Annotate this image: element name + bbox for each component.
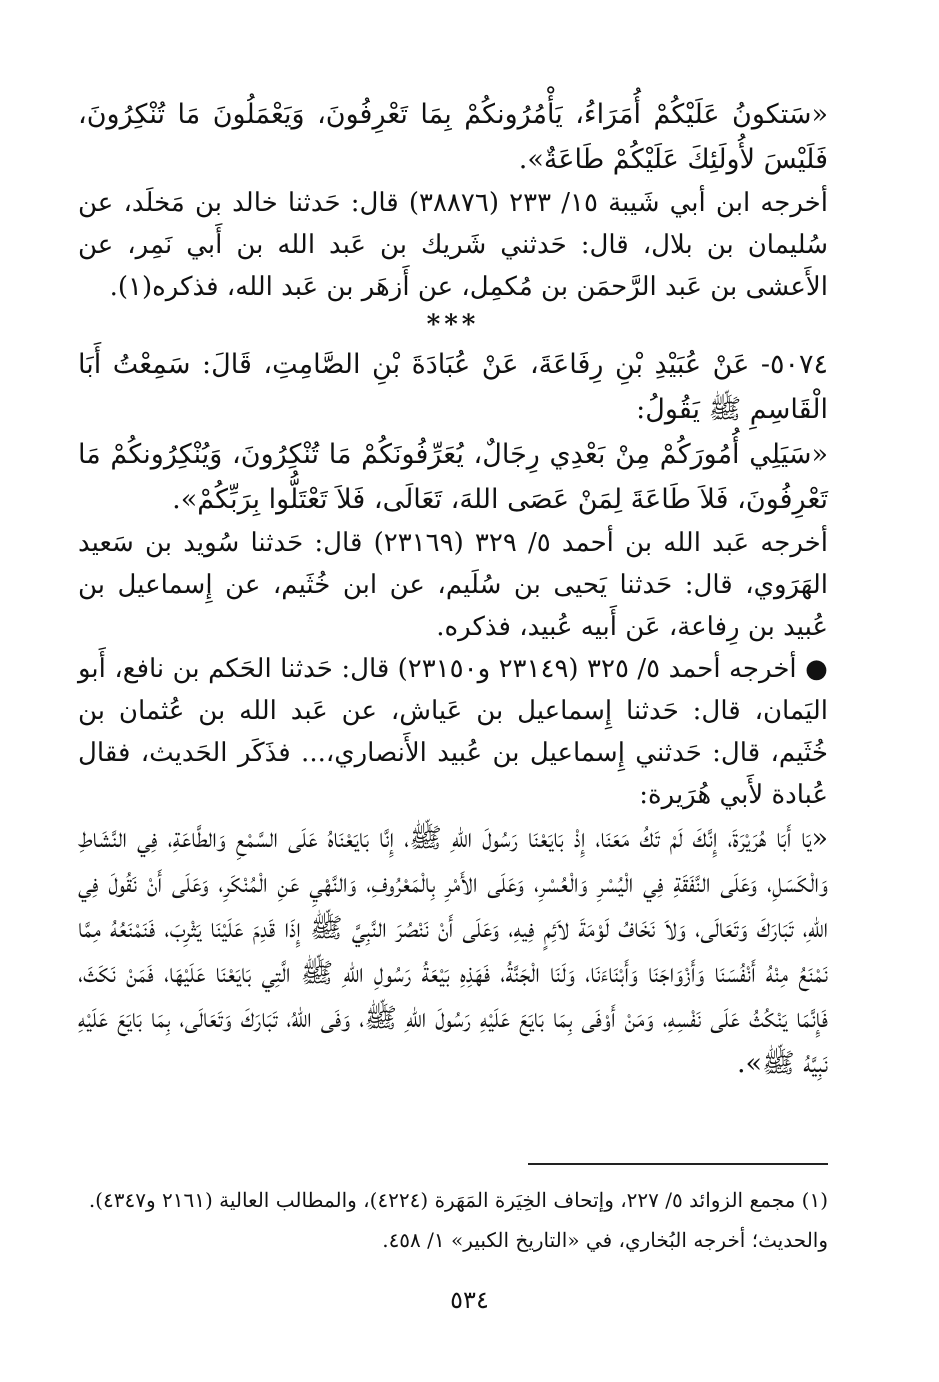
takhrij-paragraph-1: أخرجه ابن أبي شَيبة ١٥/ ٢٣٣ (٣٨٨٧٦) قال: حَدثنا خالد بن مَخلَد، عن سُليمان بن بلال، قال: حَدثني شَريك بن عَبد الله بن أَبي نَمِر، عن الأَعشى بن عَبد الرَّحمَن بن مُكمِل، عن أَزهَر بن عَبد الله، فذكره(١).	[78, 188, 828, 302]
footnote-1: (١) مجمع الزوائد ٥/ ٢٢٧، وإتحاف الخِيَرة المَهَرة (٤٢٢٤)، والمطالب العالية (٢١٦١ و٤٣٤٧).	[88, 1188, 828, 1212]
hadith-heading-5074: ٥٠٧٤- عَنْ عُبَيْدِ بْنِ رِفَاعَةَ، عَنْ عُبَادَةَ بْنِ الصَّامِتِ، قَالَ: سَمِعْتُ أَبَا الْقَاسِمِ ﷺ يَقُولُ:	[78, 349, 828, 425]
footnote-1-continuation: والحديث؛ أخرجه البُخاري، في «التاريخ الكبير» ١/ ٤٥٨.	[382, 1228, 828, 1252]
hadith-text-2: «سَيَلِي أُمُورَكُمْ مِنْ بَعْدِي رِجَالٌ، يُعَرِّفُونَكُمْ مَا تُنْكِرُونَ، وَيُنْكِرُونكُمْ مَا تَعْرِفُونَ، فَلاَ طَاعَةَ لِمَنْ عَصَى اللهَ، تَعَالَى، فَلاَ تَعْتَلُّوا بِرَبِّكُمْ».	[78, 439, 828, 515]
hadith-text-1: «سَتكونُ عَلَيْكُمْ أُمَرَاءُ، يَأْمُرُونكُمْ بِمَا تَعْرِفُونَ، وَيَعْمَلُونَ مَا تُنْكِرُونَ، فَلَيْسَ لأُولَئِكَ عَلَيْكُمْ طَاعَةٌ».	[78, 99, 828, 175]
page-number: ٥٣٤	[450, 1286, 489, 1314]
footnotes	[78, 1180, 828, 1260]
hadith-text-3: «يَا أَبَا هُرَيْرَةَ، إِنَّكَ لَمْ تَكُ مَعَنَا، إِذْ بَايَعْنَا رَسُولَ اللهِ ﷺ، إِنَّا بَايَعْنَاهُ عَلَى السَّمْعِ وَالطَّاعَةِ، فِي النَّشَاطِ وَالْكَسَلِ، وَعَلَى النَّفَقَةِ فِي الْيُسْرِ وَالْعُسْرِ، وَعَلَى الأَمْرِ بِالْمَعْرُوفِ، وَالنَّهْيِ عَنِ الْمُنْكَرِ، وَعَلَى أَنْ نَقُولَ فِي اللهِ، تَبَارَكَ وَتَعَالَى، وَلاَ نَخَافُ لَوْمَةَ لاَئِمٍ فِيهِ، وَعَلَى أَنْ نَنْصُرَ النَّبِيَّ ﷺ إِذَا قَدِمَ عَلَيْنَا يَثْرِبَ، فَنَمْنَعُهُ مِمَّا نَمْنَعُ مِنْهُ أَنْفُسَنَا وَأَزْوَاجَنَا وَأَبْنَاءَنَا، وَلَنَا الْجَنَّةُ، فَهَذِهِ بَيْعَةُ رَسُولِ اللهِ ﷺ الَّتِي بَايَعْنَا عَلَيْهَا، فَمَنْ نَكَثَ، فَإِنَّمَا يَنْكُثُ عَلَى نَفْسِهِ، وَمَنْ أَوْفَى بِمَا بَايَعَ عَلَيْهِ رَسُولَ اللهِ ﷺ، وَفَى اللهُ، تَبَارَكَ وَتَعَالَى، بِمَا بَايَعَ عَلَيْهِ نَبِيَّهُ ﷺ».	[78, 823, 828, 1079]
takhrij-paragraph-3: ● أخرجه أحمد ٥/ ٣٢٥ (٢٣١٤٩ و٢٣١٥٠) قال: حَدثنا الحَكم بن نافع، أَبو اليَمان، قال: حَدثنا إِسماعيل بن عَياش، عن عَبد الله بن عُثمان بن خُثَيم، قال: حَدثني إِسماعيل بن عُبيد الأَنصاري،... فذَكَر الحَديث، فقال عُبادة لأَبي هُرَيرة:	[78, 654, 828, 810]
page-body	[78, 92, 828, 1086]
takhrij-paragraph-2: أخرجه عَبد الله بن أحمد ٥/ ٣٢٩ (٢٣١٦٩) قال: حَدثنا سُويد بن سَعيد الهَرَوي، قال: حَدثنا يَحيى بن سُلَيم، عن ابن خُثَيم، عن إِسماعيل بن عُبيد بن رِفاعة، عَن أَبيه عُبيد، فذكره.	[78, 528, 828, 642]
footnote-divider	[528, 1163, 828, 1165]
section-separator: ***	[426, 310, 480, 340]
